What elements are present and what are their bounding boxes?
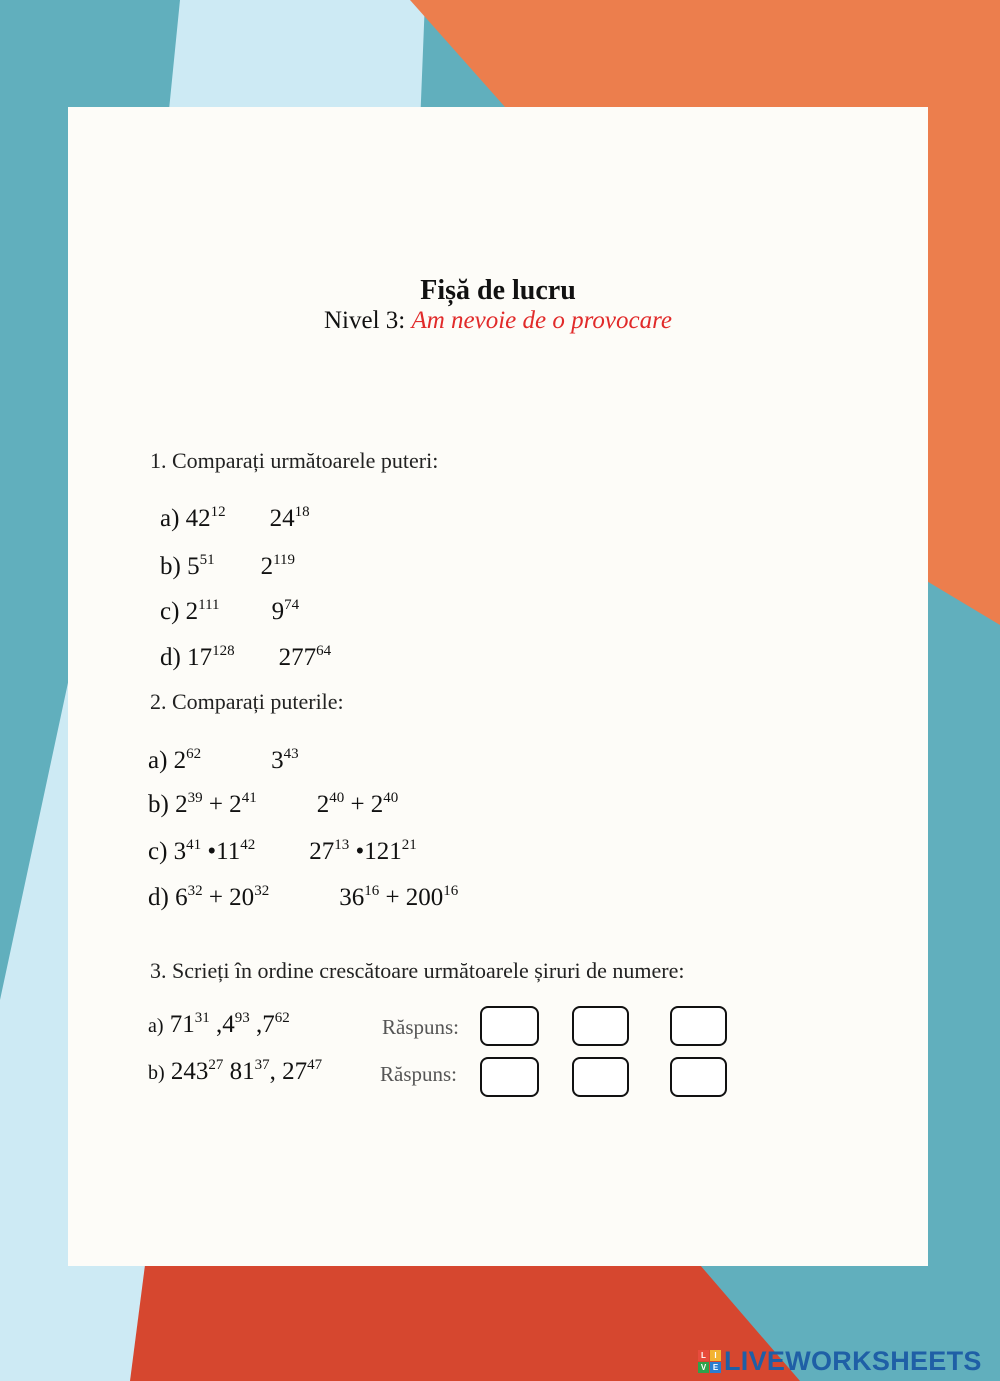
expr-text: 2 <box>175 791 188 818</box>
exponent: 31 <box>194 1010 210 1026</box>
answer-input-box[interactable] <box>572 1006 629 1046</box>
expr-text: 71 <box>163 1011 195 1038</box>
exponent: 62 <box>274 1010 290 1026</box>
expr-text: 2 <box>316 791 330 818</box>
power-base: 24 <box>269 505 295 532</box>
liveworksheets-logo-icon <box>698 1350 721 1373</box>
power-base: 2 <box>260 553 274 580</box>
answer-label: Răspuns: <box>380 1062 458 1086</box>
exponent: 37 <box>254 1057 270 1073</box>
expr-text: ,4 <box>209 1011 235 1038</box>
expr-text: 243 <box>164 1058 209 1085</box>
exponent: 16 <box>364 883 380 899</box>
exponent: 27 <box>208 1057 224 1073</box>
subtitle-level: Nivel 3: <box>323 307 412 334</box>
expr-text: •121 <box>349 838 402 865</box>
item-label: b) <box>160 553 188 580</box>
expr-text: , 27 <box>269 1058 308 1085</box>
logo-letter-tile: E <box>710 1362 721 1373</box>
expr-text: 3 <box>271 747 284 774</box>
answer-input-box[interactable] <box>480 1006 539 1046</box>
question-1-item <box>160 505 310 533</box>
item-label: c) <box>148 838 174 865</box>
worksheet-page <box>68 107 928 1266</box>
logo-letter-tile: V <box>698 1362 709 1373</box>
question-1-prompt: 1. Comparați următoarele puteri: <box>150 448 439 473</box>
exponent: 39 <box>187 790 203 806</box>
exponent: 62 <box>186 746 202 762</box>
exponent: 40 <box>329 790 345 806</box>
exponent: 47 <box>307 1057 323 1073</box>
exponent: 111 <box>198 597 220 613</box>
exponent: 42 <box>240 837 256 853</box>
answer-input-box[interactable] <box>572 1057 629 1097</box>
question-2-item <box>148 747 299 775</box>
liveworksheets-logo-text: LIVEWORKSHEETS <box>724 1345 982 1376</box>
exponent: 13 <box>334 837 350 853</box>
exponent: 32 <box>254 883 270 899</box>
subtitle-accent: Am nevoie de o provocare <box>411 307 673 334</box>
expr-text: + 2 <box>344 791 384 818</box>
exponent: 128 <box>212 643 235 659</box>
question-3-row <box>148 1011 290 1039</box>
expr-text: + 20 <box>202 884 255 911</box>
expr-text: 2 <box>173 747 187 774</box>
question-1-item <box>160 553 295 581</box>
answer-input-box[interactable] <box>670 1057 727 1097</box>
item-label: b) <box>148 791 176 818</box>
worksheet-subtitle <box>68 307 928 335</box>
exponent: 43 <box>283 746 299 762</box>
item-label: c) <box>160 598 186 625</box>
item-label: d) <box>148 884 176 911</box>
expr-text: 3 <box>173 838 187 865</box>
question-3-row <box>148 1058 322 1086</box>
item-label: a) <box>148 747 174 774</box>
expr-text: 36 <box>339 884 365 911</box>
exponent: 18 <box>294 504 310 520</box>
expr-text: + 200 <box>379 884 444 911</box>
question-3-prompt: 3. Scrieți în ordine crescătoare următoarele șiruri de numere: <box>150 958 685 983</box>
question-2-prompt: 2. Comparați puterile: <box>150 689 344 714</box>
expr-text: + 2 <box>202 791 242 818</box>
logo-letter-tile: I <box>710 1350 721 1361</box>
liveworksheets-logo <box>698 1346 982 1376</box>
power-base: 9 <box>271 598 285 625</box>
power-base: 17 <box>187 644 213 671</box>
exponent: 51 <box>199 552 215 568</box>
item-label: a) <box>148 1015 164 1037</box>
question-2-item <box>148 791 398 819</box>
exponent: 64 <box>316 643 332 659</box>
exponent: 74 <box>284 597 300 613</box>
expr-text: ,7 <box>249 1011 275 1038</box>
question-2-item <box>148 838 417 866</box>
expr-text: •11 <box>201 838 241 865</box>
item-label: a) <box>160 505 186 532</box>
power-base: 5 <box>187 553 200 580</box>
item-label: d) <box>160 644 188 671</box>
item-label: b) <box>148 1062 165 1084</box>
answer-label: Răspuns: <box>382 1015 460 1039</box>
expr-text: 27 <box>309 838 335 865</box>
power-base: 277 <box>278 644 317 671</box>
exponent: 119 <box>273 552 296 568</box>
logo-letter-tile: L <box>698 1350 709 1361</box>
exponent: 21 <box>401 837 417 853</box>
question-1-item <box>160 598 299 626</box>
answer-input-box[interactable] <box>480 1057 539 1097</box>
power-base: 2 <box>185 598 199 625</box>
exponent: 12 <box>210 504 226 520</box>
answer-input-box[interactable] <box>670 1006 727 1046</box>
power-base: 42 <box>185 505 211 532</box>
worksheet-title: Fișă de lucru <box>420 275 576 306</box>
exponent: 41 <box>186 837 202 853</box>
exponent: 16 <box>443 883 459 899</box>
exponent: 32 <box>187 883 203 899</box>
expr-text: 81 <box>223 1058 255 1085</box>
exponent: 93 <box>234 1010 250 1026</box>
expr-text: 6 <box>175 884 188 911</box>
exponent: 40 <box>383 790 399 806</box>
question-1-item <box>160 644 331 672</box>
exponent: 41 <box>241 790 257 806</box>
question-2-item <box>148 884 458 912</box>
